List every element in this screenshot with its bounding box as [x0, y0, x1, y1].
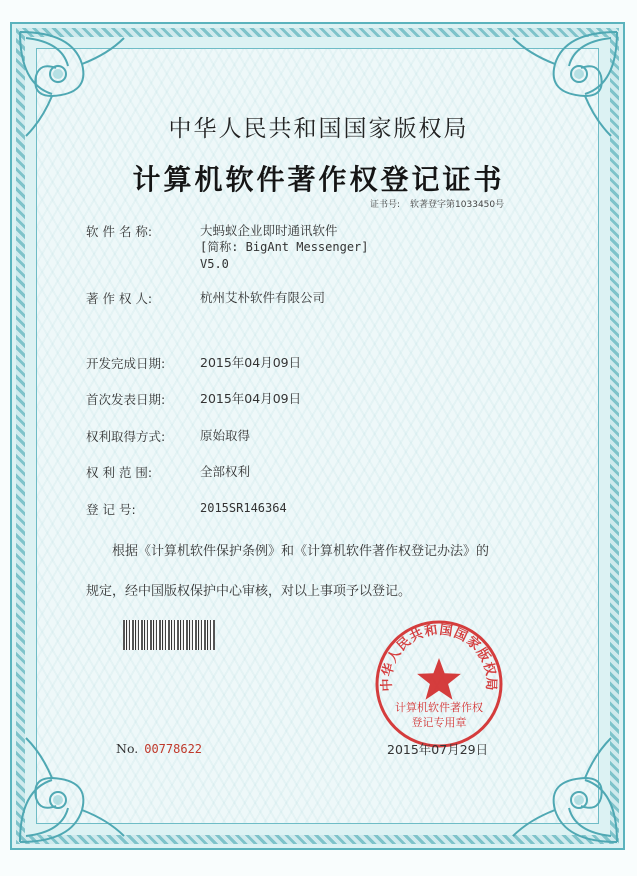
field-publish-date — [86, 390, 301, 408]
rights-scope: 全部权利 — [200, 464, 251, 479]
issue-date: 2015年07月29日 — [387, 742, 489, 757]
field-acquisition — [86, 427, 250, 445]
dev-completion-date: 2015年04月09日 — [200, 355, 302, 370]
cert-number-label: 证书号: — [370, 200, 401, 210]
software-short-name: [简称: BigAnt Messenger] — [200, 240, 369, 254]
field-registration — [86, 500, 287, 518]
statement-line-2: 规定，经中国版权保护中心审核，对以上事项予以登记。 — [86, 584, 412, 599]
seal-caption — [373, 700, 505, 730]
field-dev-date — [86, 354, 301, 372]
first-publish-date: 2015年04月09日 — [200, 391, 302, 406]
seal-line-2: 登记专用章 — [411, 716, 467, 729]
statement-line-1: 根据《计算机软件保护条例》和《计算机软件著作权登记办法》的 — [112, 544, 490, 559]
cert-number — [370, 197, 504, 210]
serial-label: No. — [116, 741, 139, 756]
field-copyright-owner — [86, 289, 325, 307]
software-name: 大蚂蚁企业即时通讯软件 — [200, 223, 338, 238]
seal-ring-text: 中华人民共和国国家版权局 — [379, 622, 499, 692]
official-seal-icon — [373, 618, 505, 750]
acquisition-method: 原始取得 — [200, 428, 251, 443]
seal-line-1: 计算机软件著作权 — [395, 701, 483, 714]
field-label: 登 记 号: — [86, 502, 136, 517]
field-label: 著 作 权 人: — [86, 291, 153, 306]
software-version: V5.0 — [200, 257, 229, 271]
field-software-name — [86, 222, 369, 273]
certificate-title: 计算机软件著作权登记证书 — [132, 163, 505, 196]
field-scope — [86, 463, 250, 481]
field-label: 权利取得方式: — [86, 429, 166, 444]
field-label: 软 件 名 称: — [86, 224, 153, 239]
field-label: 首次发表日期: — [86, 392, 166, 407]
cert-number-value: 软著登字第1033450号 — [410, 200, 505, 210]
field-label: 开发完成日期: — [86, 356, 166, 371]
barcode-icon — [123, 620, 215, 650]
copyright-owner: 杭州艾朴软件有限公司 — [200, 290, 326, 305]
corner-ornament-icon — [12, 730, 132, 850]
field-label: 权 利 范 围: — [86, 465, 153, 480]
serial-value: 00778622 — [144, 742, 203, 756]
certification-statement — [86, 532, 566, 612]
serial-number — [116, 741, 202, 756]
issuer-title: 中华人民共和国国家版权局 — [168, 116, 469, 142]
registration-number: 2015SR146364 — [200, 501, 287, 515]
field-value — [200, 222, 369, 273]
corner-ornament-icon — [505, 730, 625, 850]
